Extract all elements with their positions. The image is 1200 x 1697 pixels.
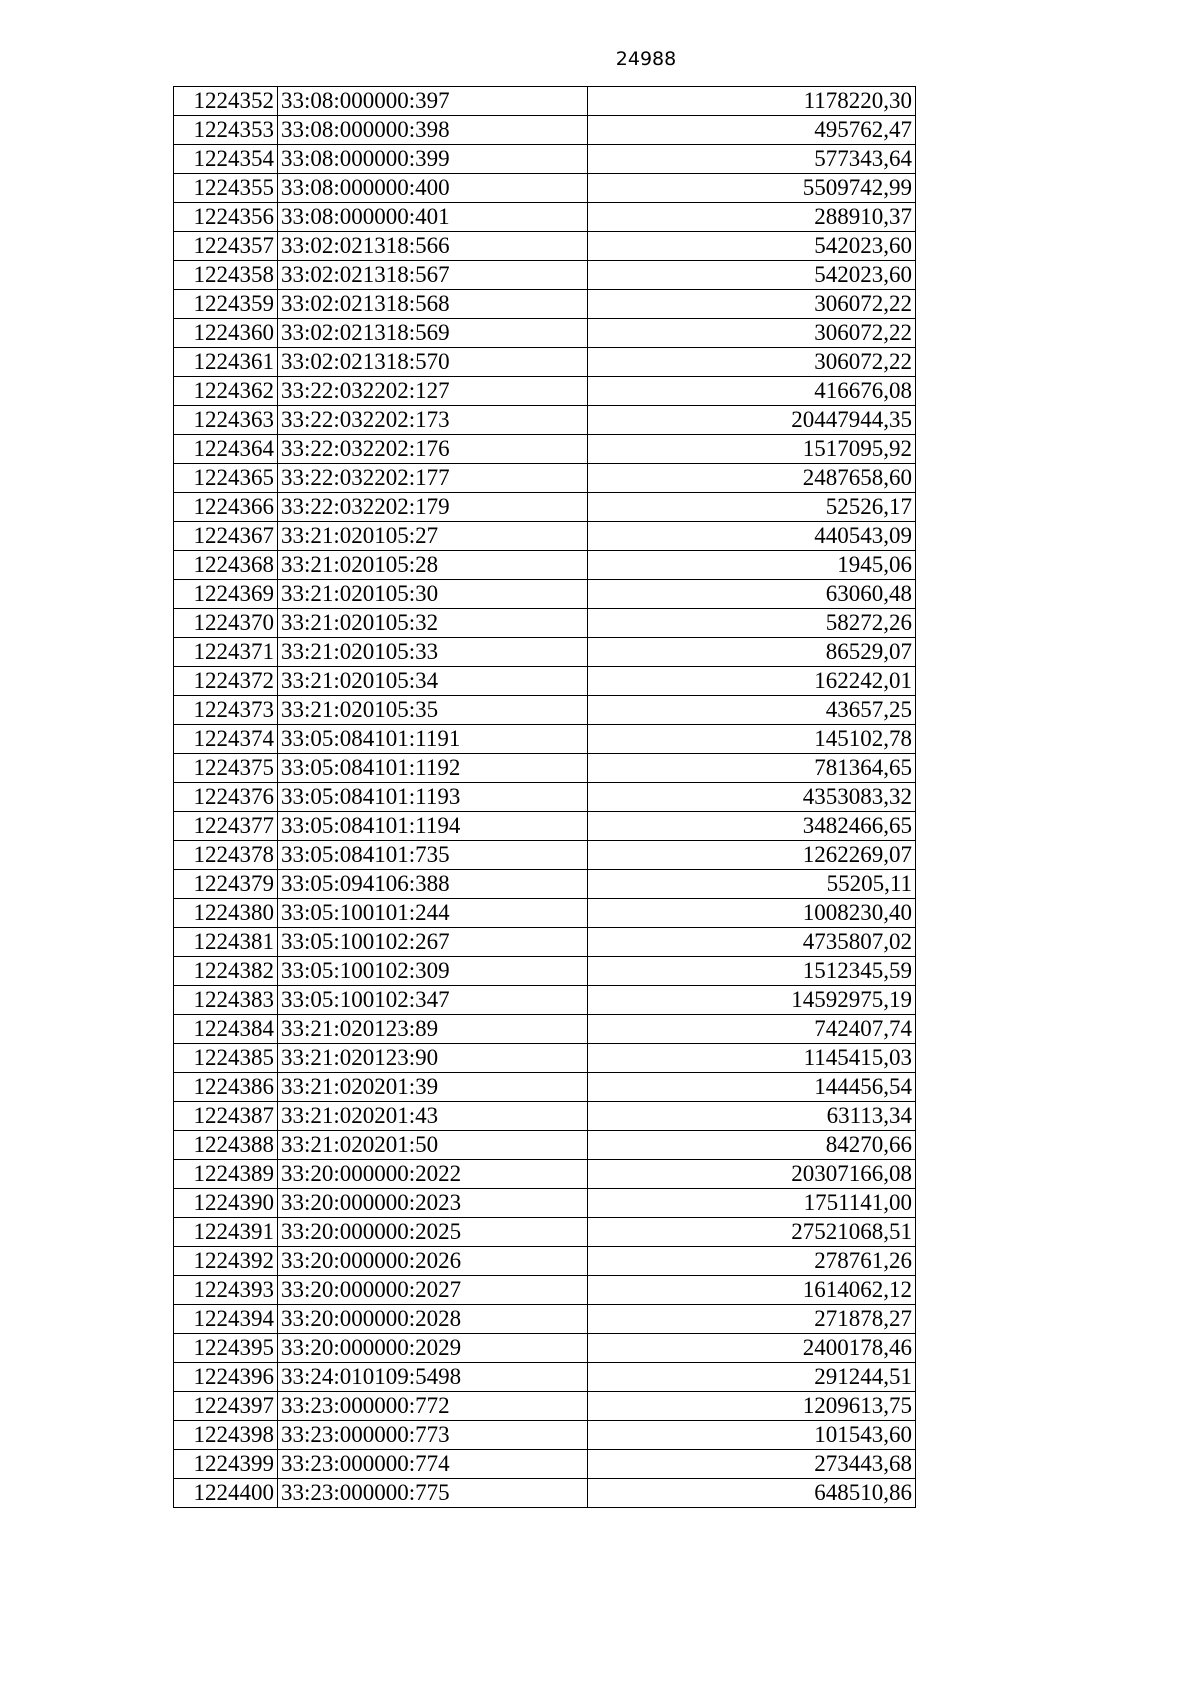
table-row	[174, 174, 916, 203]
cadastral-number-cell: 33:05:100101:244	[278, 899, 588, 928]
table-row	[174, 609, 916, 638]
table-row	[174, 1305, 916, 1334]
cadastral-value-cell: 273443,68	[588, 1450, 916, 1479]
cadastral-number-cell: 33:23:000000:773	[278, 1421, 588, 1450]
row-id-cell: 1224373	[174, 696, 278, 725]
cadastral-number-cell: 33:08:000000:399	[278, 145, 588, 174]
row-id-cell: 1224387	[174, 1102, 278, 1131]
table-row	[174, 1073, 916, 1102]
cadastral-number-cell: 33:24:010109:5498	[278, 1363, 588, 1392]
row-id-cell: 1224381	[174, 928, 278, 957]
row-id-cell: 1224397	[174, 1392, 278, 1421]
row-id-cell: 1224386	[174, 1073, 278, 1102]
cadastral-value-cell: 1008230,40	[588, 899, 916, 928]
cadastral-value-cell: 55205,11	[588, 870, 916, 899]
cadastral-number-cell: 33:23:000000:775	[278, 1479, 588, 1508]
table-row	[174, 1392, 916, 1421]
cadastral-value-cell: 440543,09	[588, 522, 916, 551]
table-row	[174, 1334, 916, 1363]
table-row	[174, 203, 916, 232]
row-id-cell: 1224364	[174, 435, 278, 464]
cadastral-value-cell: 5509742,99	[588, 174, 916, 203]
table-row	[174, 319, 916, 348]
cadastral-number-cell: 33:05:084101:1192	[278, 754, 588, 783]
cadastral-number-cell: 33:21:020105:34	[278, 667, 588, 696]
table-row	[174, 348, 916, 377]
table-row	[174, 696, 916, 725]
table-row	[174, 1102, 916, 1131]
table-row	[174, 406, 916, 435]
table-row	[174, 522, 916, 551]
cadastral-number-cell: 33:02:021318:568	[278, 290, 588, 319]
cadastral-number-cell: 33:22:032202:173	[278, 406, 588, 435]
row-id-cell: 1224363	[174, 406, 278, 435]
table-row	[174, 261, 916, 290]
cadastral-value-cell: 1262269,07	[588, 841, 916, 870]
row-id-cell: 1224367	[174, 522, 278, 551]
row-id-cell: 1224357	[174, 232, 278, 261]
cadastral-value-cell: 1178220,30	[588, 87, 916, 116]
cadastral-value-cell: 1517095,92	[588, 435, 916, 464]
cadastral-number-cell: 33:21:020123:90	[278, 1044, 588, 1073]
cadastral-value-cell: 742407,74	[588, 1015, 916, 1044]
row-id-cell: 1224358	[174, 261, 278, 290]
row-id-cell: 1224356	[174, 203, 278, 232]
table-row	[174, 1276, 916, 1305]
cadastral-value-cell: 162242,01	[588, 667, 916, 696]
row-id-cell: 1224375	[174, 754, 278, 783]
row-id-cell: 1224376	[174, 783, 278, 812]
cadastral-value-cell: 63060,48	[588, 580, 916, 609]
cadastral-value-cell: 2400178,46	[588, 1334, 916, 1363]
table-row	[174, 232, 916, 261]
cadastral-value-cell: 306072,22	[588, 319, 916, 348]
row-id-cell: 1224355	[174, 174, 278, 203]
cadastral-number-cell: 33:22:032202:176	[278, 435, 588, 464]
row-id-cell: 1224352	[174, 87, 278, 116]
cadastral-number-cell: 33:05:084101:1194	[278, 812, 588, 841]
row-id-cell: 1224369	[174, 580, 278, 609]
cadastral-number-cell: 33:21:020105:30	[278, 580, 588, 609]
row-id-cell: 1224365	[174, 464, 278, 493]
cadastral-value-cell: 144456,54	[588, 1073, 916, 1102]
cadastral-number-cell: 33:20:000000:2023	[278, 1189, 588, 1218]
cadastral-number-cell: 33:22:032202:177	[278, 464, 588, 493]
row-id-cell: 1224368	[174, 551, 278, 580]
page-number: 24988	[615, 48, 677, 70]
cadastral-number-cell: 33:05:100102:267	[278, 928, 588, 957]
row-id-cell: 1224371	[174, 638, 278, 667]
table-row	[174, 725, 916, 754]
cadastral-number-cell: 33:02:021318:570	[278, 348, 588, 377]
row-id-cell: 1224398	[174, 1421, 278, 1450]
cadastral-number-cell: 33:20:000000:2022	[278, 1160, 588, 1189]
cadastral-number-cell: 33:21:020105:28	[278, 551, 588, 580]
cadastral-number-cell: 33:08:000000:397	[278, 87, 588, 116]
cadastral-number-cell: 33:05:084101:1191	[278, 725, 588, 754]
row-id-cell: 1224394	[174, 1305, 278, 1334]
table-row	[174, 1363, 916, 1392]
row-id-cell: 1224362	[174, 377, 278, 406]
table-row	[174, 899, 916, 928]
row-id-cell: 1224383	[174, 986, 278, 1015]
cadastral-number-cell: 33:02:021318:567	[278, 261, 588, 290]
table-row	[174, 464, 916, 493]
table-row	[174, 957, 916, 986]
row-id-cell: 1224380	[174, 899, 278, 928]
row-id-cell: 1224353	[174, 116, 278, 145]
cadastral-number-cell: 33:22:032202:127	[278, 377, 588, 406]
cadastral-value-cell: 577343,64	[588, 145, 916, 174]
row-id-cell: 1224385	[174, 1044, 278, 1073]
cadastral-value-cell: 145102,78	[588, 725, 916, 754]
table-row	[174, 667, 916, 696]
table-row	[174, 1247, 916, 1276]
cadastral-value-cell: 1945,06	[588, 551, 916, 580]
cadastral-value-cell: 781364,65	[588, 754, 916, 783]
cadastral-value-cell: 20447944,35	[588, 406, 916, 435]
cadastral-value-cell: 4353083,32	[588, 783, 916, 812]
row-id-cell: 1224389	[174, 1160, 278, 1189]
cadastral-number-cell: 33:05:100102:309	[278, 957, 588, 986]
table-row	[174, 1218, 916, 1247]
table-row	[174, 145, 916, 174]
cadastral-value-cell: 1512345,59	[588, 957, 916, 986]
cadastral-number-cell: 33:08:000000:400	[278, 174, 588, 203]
cadastral-number-cell: 33:02:021318:566	[278, 232, 588, 261]
cadastral-value-cell: 2487658,60	[588, 464, 916, 493]
cadastral-value-cell: 86529,07	[588, 638, 916, 667]
cadastral-number-cell: 33:05:084101:1193	[278, 783, 588, 812]
row-id-cell: 1224399	[174, 1450, 278, 1479]
row-id-cell: 1224388	[174, 1131, 278, 1160]
cadastral-value-cell: 542023,60	[588, 232, 916, 261]
cadastral-number-cell: 33:21:020123:89	[278, 1015, 588, 1044]
table-row	[174, 1044, 916, 1073]
cadastral-number-cell: 33:08:000000:398	[278, 116, 588, 145]
cadastral-value-cell: 1751141,00	[588, 1189, 916, 1218]
table-row	[174, 551, 916, 580]
cadastral-value-cell: 4735807,02	[588, 928, 916, 957]
cadastral-number-cell: 33:20:000000:2029	[278, 1334, 588, 1363]
table-row	[174, 435, 916, 464]
table-row	[174, 841, 916, 870]
table-row	[174, 754, 916, 783]
table-row	[174, 783, 916, 812]
cadastral-number-cell: 33:22:032202:179	[278, 493, 588, 522]
cadastral-number-cell: 33:21:020105:27	[278, 522, 588, 551]
cadastral-number-cell: 33:21:020201:39	[278, 1073, 588, 1102]
table-row	[174, 377, 916, 406]
cadastral-number-cell: 33:20:000000:2028	[278, 1305, 588, 1334]
cadastral-value-cell: 14592975,19	[588, 986, 916, 1015]
table-row	[174, 812, 916, 841]
cadastral-number-cell: 33:05:084101:735	[278, 841, 588, 870]
cadastral-number-cell: 33:20:000000:2027	[278, 1276, 588, 1305]
cadastral-value-cell: 306072,22	[588, 348, 916, 377]
cadastral-value-cell: 1614062,12	[588, 1276, 916, 1305]
row-id-cell: 1224393	[174, 1276, 278, 1305]
cadastral-value-cell: 1209613,75	[588, 1392, 916, 1421]
row-id-cell: 1224392	[174, 1247, 278, 1276]
row-id-cell: 1224390	[174, 1189, 278, 1218]
row-id-cell: 1224395	[174, 1334, 278, 1363]
table-body	[174, 87, 916, 1508]
cadastral-number-cell: 33:21:020201:50	[278, 1131, 588, 1160]
cadastral-number-cell: 33:05:100102:347	[278, 986, 588, 1015]
table-row	[174, 116, 916, 145]
row-id-cell: 1224359	[174, 290, 278, 319]
cadastral-number-cell: 33:20:000000:2026	[278, 1247, 588, 1276]
row-id-cell: 1224391	[174, 1218, 278, 1247]
cadastral-value-cell: 542023,60	[588, 261, 916, 290]
cadastral-value-cell: 52526,17	[588, 493, 916, 522]
row-id-cell: 1224384	[174, 1015, 278, 1044]
cadastral-value-cell: 288910,37	[588, 203, 916, 232]
table-row	[174, 87, 916, 116]
cadastral-value-cell: 278761,26	[588, 1247, 916, 1276]
cadastral-value-cell: 1145415,03	[588, 1044, 916, 1073]
table-row	[174, 1131, 916, 1160]
cadastral-value-cell: 27521068,51	[588, 1218, 916, 1247]
row-id-cell: 1224379	[174, 870, 278, 899]
cadastral-number-cell: 33:08:000000:401	[278, 203, 588, 232]
cadastral-value-cell: 306072,22	[588, 290, 916, 319]
row-id-cell: 1224378	[174, 841, 278, 870]
row-id-cell: 1224382	[174, 957, 278, 986]
row-id-cell: 1224370	[174, 609, 278, 638]
row-id-cell: 1224374	[174, 725, 278, 754]
row-id-cell: 1224360	[174, 319, 278, 348]
row-id-cell: 1224400	[174, 1479, 278, 1508]
cadastral-value-cell: 291244,51	[588, 1363, 916, 1392]
cadastral-number-cell: 33:05:094106:388	[278, 870, 588, 899]
table-row	[174, 986, 916, 1015]
cadastral-number-cell: 33:23:000000:772	[278, 1392, 588, 1421]
cadastral-value-cell: 3482466,65	[588, 812, 916, 841]
table-row	[174, 870, 916, 899]
row-id-cell: 1224396	[174, 1363, 278, 1392]
cadastral-number-cell: 33:21:020105:35	[278, 696, 588, 725]
cadastral-value-cell: 20307166,08	[588, 1160, 916, 1189]
table-row	[174, 1421, 916, 1450]
cadastral-number-cell: 33:23:000000:774	[278, 1450, 588, 1479]
cadastral-number-cell: 33:21:020105:32	[278, 609, 588, 638]
cadastral-value-cell: 416676,08	[588, 377, 916, 406]
table-row	[174, 1479, 916, 1508]
cadastral-number-cell: 33:20:000000:2025	[278, 1218, 588, 1247]
row-id-cell: 1224354	[174, 145, 278, 174]
cadastral-number-cell: 33:21:020105:33	[278, 638, 588, 667]
row-id-cell: 1224366	[174, 493, 278, 522]
cadastral-value-table	[173, 86, 916, 1508]
table-row	[174, 1015, 916, 1044]
table-row	[174, 1189, 916, 1218]
row-id-cell: 1224372	[174, 667, 278, 696]
cadastral-value-cell: 84270,66	[588, 1131, 916, 1160]
cadastral-number-cell: 33:21:020201:43	[278, 1102, 588, 1131]
cadastral-value-cell: 648510,86	[588, 1479, 916, 1508]
table-row	[174, 290, 916, 319]
cadastral-value-cell: 495762,47	[588, 116, 916, 145]
cadastral-number-cell: 33:02:021318:569	[278, 319, 588, 348]
table-row	[174, 638, 916, 667]
row-id-cell: 1224377	[174, 812, 278, 841]
cadastral-value-cell: 101543,60	[588, 1421, 916, 1450]
cadastral-value-cell: 63113,34	[588, 1102, 916, 1131]
table-row	[174, 928, 916, 957]
row-id-cell: 1224361	[174, 348, 278, 377]
table-row	[174, 1160, 916, 1189]
cadastral-value-cell: 43657,25	[588, 696, 916, 725]
table-row	[174, 580, 916, 609]
cadastral-value-cell: 271878,27	[588, 1305, 916, 1334]
table-row	[174, 493, 916, 522]
cadastral-value-cell: 58272,26	[588, 609, 916, 638]
table-row	[174, 1450, 916, 1479]
